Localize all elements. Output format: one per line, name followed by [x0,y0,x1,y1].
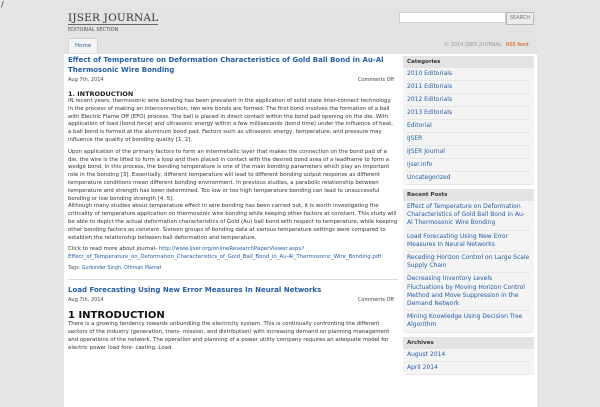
post-paragraph-part: Upon application of the primary factors to form an intermetallic layer that makes the connection on the bond pad of a die, the wire is the lifted to form a loop and then placed in contact with the desired bond area of a leadframe to form a wedge bond. In this process, the bonding temperature is one of the main bonding parameters which play an important [68,148,390,171]
category-link[interactable]: ijser.info [407,159,530,172]
widget-title: Archives [403,337,534,349]
rss-feed-link[interactable]: RSS feed [506,42,529,48]
archive-link[interactable]: April 2014 [407,362,530,375]
post-paragraph: IN recent years, thermosonic wire bonding has been prevalent in the application of solid state inter-connect technology. In the process of making an interconnection, two wire bonds are formed. The first bond involves the formation of a ball with Electric Flame Off (EFO) process. The ball is placed in direct contact within the bond pad opening on the die. With application of load (bond force) and ultrasonic energy within a few milliseconds (bond time) under the influence of heat, a ball bond is formed at the aluminum bond pad. Factors such as ultrasonic energy, temperature, and pressure may influence the quality of bonding quality [1, 2]. [68,98,394,143]
category-link[interactable]: 2013 Editorials [407,107,530,120]
post-paragraph: There is a growing tendency towards unbundling the electricity system. This is continually confronting the different sectors of the industry (generation, trans- mission, and distribution) with increasing demand on planning management and operations of the network. The operation and planning of a power utility company requires an adequate model for electric power load fore- casting. Load [68,321,390,351]
stray-slash: / [1,0,4,9]
tags-label: Tags: [68,265,81,271]
post-divider [68,279,398,280]
category-link[interactable]: IJSER [407,133,530,146]
archives-widget [403,337,534,375]
archive-link[interactable]: August 2014 [407,349,530,362]
post-meta [68,297,398,305]
post-paragraph [68,149,398,243]
post-title-link[interactable]: Load Forecasting Using New Error Measures In Neural Networks [68,285,322,294]
search-button[interactable]: SEARCH [506,12,534,25]
journal-pdf-link[interactable]: http://www.ijser.org/onlineResearchPaperViewer.aspx?Effect_of_Temperature_on_Deformation_Characteristics_of_Gold_Ball_Bond_in_Au-Al_Thermosonic_Wire_Bonding.pdf [68,246,382,261]
nav-home-tab[interactable]: Home [68,38,98,53]
widget-title: Recent Posts [403,189,534,201]
copyright-text: © 2014 IJSER JOURNAL [444,42,502,48]
read-more-prefix: Click to read more about journal- [68,246,159,253]
site-header [64,7,537,38]
post-date: Aug 7th, 2014 [68,77,104,83]
category-link[interactable]: IJSER Journal [407,146,530,159]
post [68,286,398,353]
main-content [68,56,398,407]
nav-bar [64,38,537,54]
post-paragraph-part: Although many studies about temperature effect in wire bonding has been carried out, it is worth investigating the criticality of temperature application on thermosonic wire bonding while keeping other factors at constant. This study will be able to depict the actual deformation characteristics of Gold (Au) ball bond with respect to temperature, while keeping other bonding factors as constant. Sixteen groups of bonding data at various temperature settings were compared to establish the relationship between ball deformation and temperature. [68,203,398,241]
tag-link[interactable]: Othman Mamat [124,265,162,271]
category-link[interactable]: Uncategorized [407,172,530,185]
post-date: Aug 7th, 2014 [68,297,104,304]
site-title[interactable]: IJSER JOURNAL [68,12,159,24]
post-tags: Tags: Gurbinder Singh, Othman Mamat [68,265,162,271]
search-input[interactable] [399,12,506,23]
post-section-heading: 1. INTRODUCTION [68,90,134,98]
post [68,56,398,271]
site-description: EDITORIAL SECTION [68,27,119,33]
category-link[interactable]: Editorial [407,120,530,133]
post-comments: Comments Off [357,297,394,304]
post-paragraph-part: role in the bonding [3]. Essentially, different temperature will lead to different bonding output response as different temperature conditions mean different bonding environment. In previous studies, a parabolic relationship between temperature and strength has been determined. Too low or too high temperature bonding can lead to unsuccessful bonding or low bonding strength [4, 5]. [68,172,380,202]
category-link[interactable]: 2012 Editorials [407,94,530,107]
recent-posts-widget [403,189,534,333]
recent-post-link[interactable]: Decreasing Inventory Levels Fluctuations by Moving Horizon Control Method and Move Suppression in the Demand Network [407,273,530,311]
category-link[interactable]: 2011 Editorials [407,81,530,94]
read-more-paragraph [68,246,398,262]
tag-link[interactable]: Gurbinder Singh [81,265,121,271]
category-link[interactable]: 2010 Editorials [407,68,530,81]
sidebar [403,56,534,379]
post-meta [68,77,398,85]
recent-post-link[interactable]: Mining Knowledge Using Decision Tree Algorithm [407,311,530,332]
recent-post-link[interactable]: Load Forecasting Using New Error Measures In Neural Networks [407,231,530,252]
post-title-link[interactable]: Effect of Temperature on Deformation Characteristics of Gold Ball Bond in Au-Al Thermosonic Wire Bonding [68,56,384,74]
widget-title: Categories [403,56,534,68]
recent-post-link[interactable]: Effect of Temperature on Deformation Characteristics of Gold Ball Bond in Au-Al Thermosonic Wire Bonding [407,201,530,231]
post-comments: Comments Off [357,77,394,83]
post-section-heading: 1 INTRODUCTION [68,310,165,322]
recent-post-link[interactable]: Receding Horizon Control on Large Scale Supply Chain [407,252,530,273]
categories-widget [403,56,534,185]
page-container [64,7,537,407]
